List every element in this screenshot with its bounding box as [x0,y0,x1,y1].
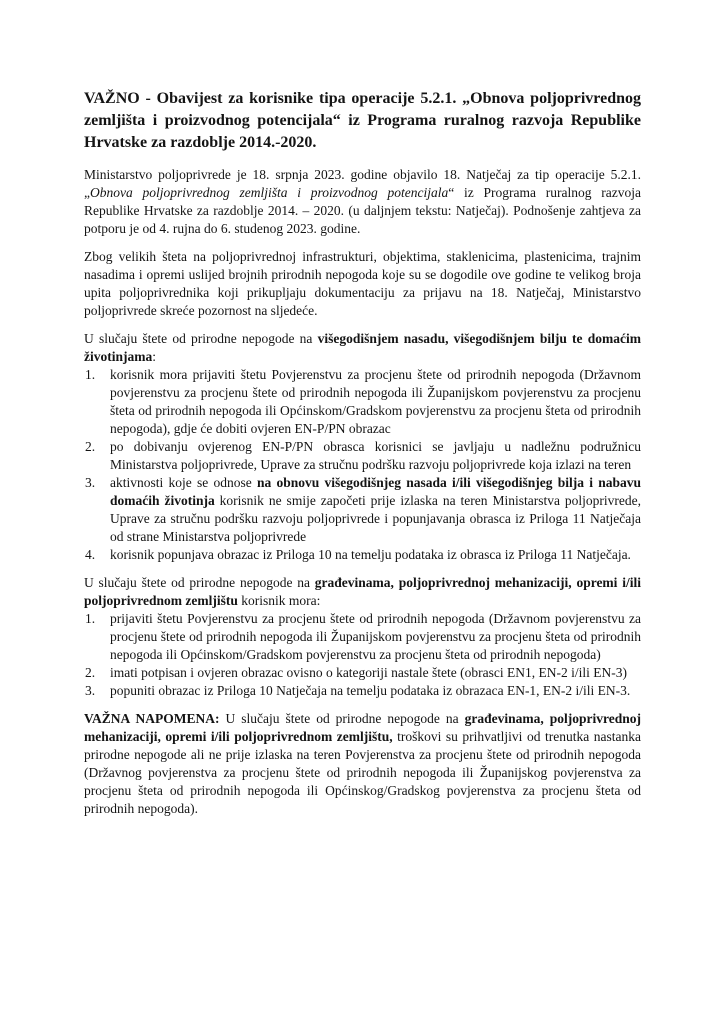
list-item [84,610,641,664]
paragraph-text: “ iz Programa ruralnog razvoja Republike Hrvatske za razdoblje 2014. – 2020. (u daljnjem tekstu: Natječaj). Podnošenje zahtjeva za potporu je od 4. rujna do 6. studenog 2023. godine. [84,185,641,236]
list-item-text: prijaviti štetu Povjerenstvu za procjenu štete od prirodnih nepogoda (Državnom povjerenstvu za procjenu štete od prirodnih nepogoda ili Županijskom povjerenstvu za procjenu šteta od prirodnih nepogoda ili Općinskom/Gradskom povjerenstvu za procjenu šteta od prirodnih nepogoda) [110,611,641,662]
paragraph-text: Ministarstvo poljoprivrede je 18. srpnja 2023. godine objavilo 18. Natječaj za tip operacije 5.2.1. „ [84,167,641,200]
list-item-text: aktivnosti koje se odnose [110,475,257,490]
paragraph-text: U slučaju štete od prirodne nepogode na [219,711,465,726]
important-note-label: VAŽNA NAPOMENA: [84,711,220,726]
case-buildings-bold: građevinama, poljoprivrednoj mehanizaciji, opremi i/ili poljoprivrednom zemljištu [84,575,641,608]
paragraph-text: korisnik mora: [237,593,321,608]
paragraph-text: U slučaju štete od prirodne nepogode na [84,575,315,590]
list-item-text: imati potpisan i ovjeren obrazac ovisno o kategoriji nastale štete (obrasci EN1, EN-2 i/ili EN-3) [110,665,627,680]
numbered-list-buildings [84,610,641,700]
list-item [84,366,641,438]
paragraph-text: Zbog velikih šteta na poljoprivrednoj infrastrukturi, objektima, staklenicima, plastenicima, trajnim nasadima i opremi uslijed brojnih prirodnih nepogoda koje su se dogodile ove godine te velikog broja upita poljoprivrednika koji prikupljaju dokumentaciju za prijavu na 18. Natječaj, Ministarstvo poljoprivrede skreće pozornost na sljedeće. [84,249,641,318]
list-item-text: po dobivanju ovjerenog EN-P/PN obrasca korisnici se javljaju u nadležnu podružnicu Ministarstva poljoprivrede, Uprave za stručnu podršku razvoju poljoprivrede koja izlazi na teren [110,439,641,472]
paragraph-important-note [84,710,641,818]
doc-title: VAŽNO - Obavijest za korisnike tipa operacije 5.2.1. „Obnova poljoprivrednog zemljišta i proizvodnog potencijala“ iz Programa ruralnog razvoja Republike Hrvatske za razdoblje 2014.-2020. [84,90,641,151]
list-item [84,474,641,546]
case-perennial-bold: višegodišnjem nasadu, višegodišnjem bilju te domaćim životinjama [84,331,641,364]
list-item [84,546,641,564]
paragraph-text: troškovi su prihvatljivi od trenutka nastanka prirodne nepogode ali ne prije izlaska na teren Povjerenstva za procjenu štete od prirodnih nepogoda (Državnog povjerenstva za procjenu štete od prirodnih nepogoda ili Županijskog povjerenstva za procjenu šteta od prirodnih nepogoda ili Općinskog/Gradskog povjerenstva za procjenu šteta od prirodnih nepogoda). [84,729,641,816]
list-item-text: korisnik mora prijaviti štetu Povjerenstvu za procjenu štete od prirodnih nepogoda (Državnom povjerenstvu za procjenu štete od prirodnih nepogoda ili Županijskom povjerenstvu za procjenu šteta od prirodnih nepogoda ili Općinskom/Gradskom povjerenstvu za procjenu šteta od prirodnih nepogoda), gdje će dobiti ovjeren EN-P/PN obrazac [110,367,641,436]
list-item-bold-text: na obnovu višegodišnjeg nasada i/ili višegodišnjeg bilja i nabavu domaćih životinja [110,475,641,508]
paragraph-case-buildings-intro [84,574,641,610]
list-item [84,682,641,700]
list-item [84,438,641,474]
list-item [84,664,641,682]
paragraph-ministry-announcement [84,166,641,238]
paragraph-text: : [152,349,157,364]
list-item-text: korisnik ne smije započeti prije izlaska na teren Ministarstva poljoprivrede, Uprave za stručnu podršku razvoju poljoprivrede i popunjavanja obrasca iz Priloga 11 Natječaja od strane Ministarstva poljoprivrede [110,493,641,544]
list-item-text: korisnik popunjava obrazac iz Priloga 10 na temelju podataka iz obrasca iz Priloga 11 Natječaja. [110,547,631,562]
numbered-list-perennial [84,366,641,564]
paragraph-case-perennial-intro [84,330,641,366]
paragraph-text: U slučaju štete od prirodne nepogode na [84,331,318,346]
operation-name-italic: Obnova poljoprivrednog zemljišta i proizvodnog potencijala [90,185,449,200]
document-page [84,88,641,828]
list-item-text: popuniti obrazac iz Priloga 10 Natječaja na temelju podataka iz obrazaca EN-1, EN-2 i/ili EN-3. [110,683,631,698]
important-note-bold: građevinama, poljoprivrednoj mehanizaciji, opremi i/ili poljoprivrednom zemljištu, [84,711,641,744]
paragraph-damage-context [84,248,641,320]
